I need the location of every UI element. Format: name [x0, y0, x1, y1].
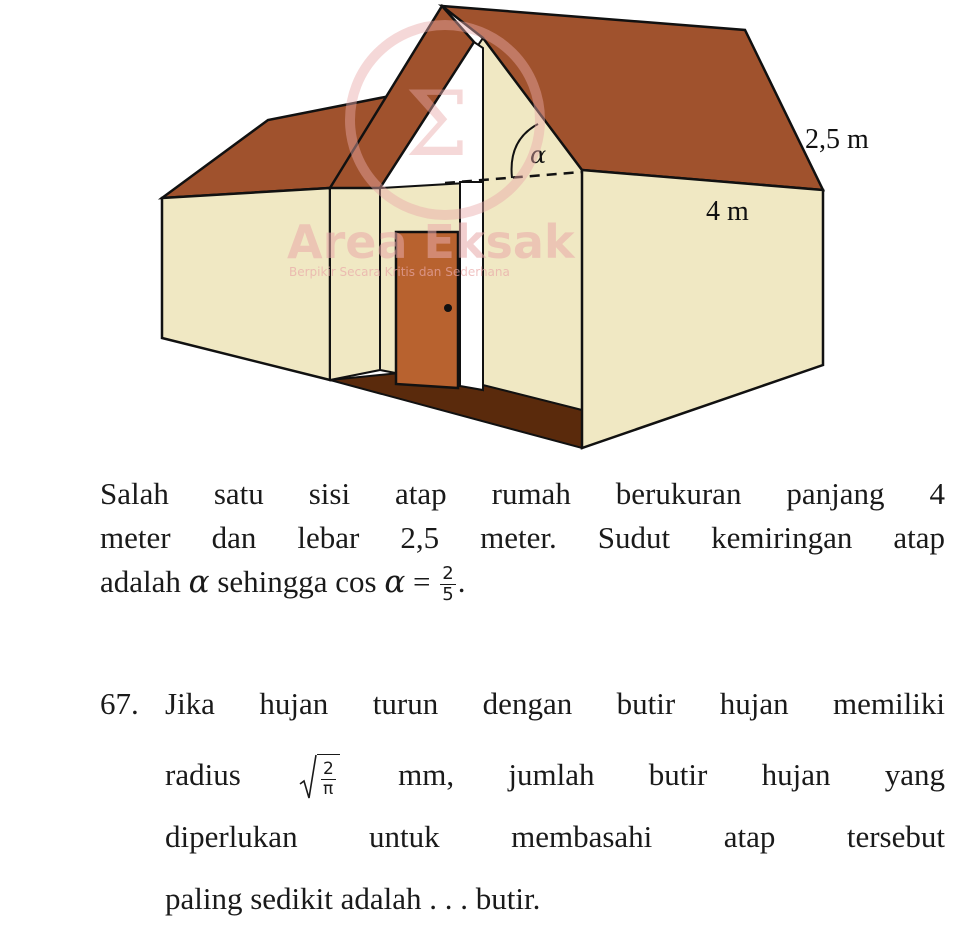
intro-line-2: meter dan lebar 2,5 meter. Sudut kemiringan atap: [100, 520, 945, 555]
intro-paragraph: [100, 472, 945, 605]
radius-word: radius: [165, 757, 241, 792]
fraction-denominator: 5: [442, 584, 454, 606]
cos-fraction: [440, 564, 455, 605]
watermark-title: Area Eksak: [287, 215, 575, 269]
intro-line-3: [100, 560, 945, 605]
question-line-2: [165, 744, 945, 806]
question-line-2-rest: mm, jumlah butir hujan yang: [398, 757, 946, 792]
fraction-numerator: 2: [442, 563, 454, 585]
intro-adalah: adalah: [100, 564, 189, 599]
question-line-4: paling sedikit adalah . . . butir.: [165, 881, 541, 916]
question-body: [165, 682, 945, 930]
right-wall: [582, 170, 823, 448]
sqrt-numerator: 2: [323, 758, 334, 779]
length-label: 4 m: [706, 196, 749, 227]
sqrt-fraction: [321, 760, 336, 799]
equals-sign: =: [405, 564, 439, 599]
intro-line-1: Salah satu sisi atap rumah berukuran panjang 4: [100, 476, 945, 511]
sqrt-denominator: π: [323, 778, 334, 799]
intro-sehingga: sehingga cos: [209, 564, 385, 599]
width-label: 2,5 m: [805, 124, 869, 155]
question-line-3: diperlukan untuk membasahi atap tersebut: [165, 819, 945, 854]
sqrt-sign-icon: [299, 754, 317, 802]
alpha-symbol-2: α: [384, 564, 406, 600]
angle-alpha-label: α: [530, 141, 547, 169]
period: .: [457, 564, 466, 599]
watermark-subtitle: Berpikir Secara Kritis dan Sederhana: [289, 265, 510, 279]
door-knob: [444, 304, 452, 312]
question-number: 67.: [100, 686, 139, 721]
house-figure: [0, 0, 975, 460]
alpha-symbol: α: [188, 564, 210, 600]
question-line-1: Jika hujan turun dengan butir hujan memiliki: [165, 686, 945, 721]
sqrt-expression: [299, 754, 340, 802]
watermark-logo-sigma: Σ: [405, 72, 469, 177]
